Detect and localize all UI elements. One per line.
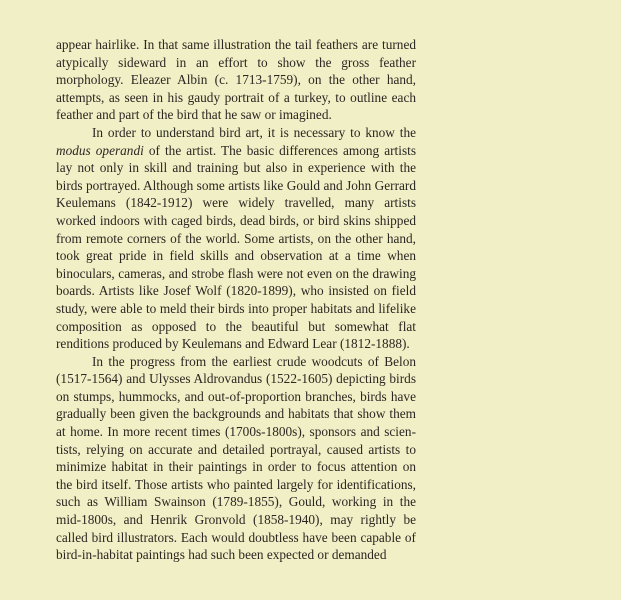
paragraph-3 [56, 353, 416, 564]
paragraph-2-text-start: In order to understand bird art, it is necessary to know the [92, 124, 416, 140]
book-page-text [56, 36, 416, 564]
paragraph-1-text: appear hairlike. In that same illustration the tail feathers are turned atypically sideward in an effort to show the gross feather morphology. Eleazer Albin (c. 1713-1759), on the other hand, attempts, as seen in his gaudy portrait of a turkey, to outline each feather and part of the bird that he saw or imagined. [56, 37, 416, 123]
paragraph-2-text-end: of the artist. The basic differences among artists lay not only in skill and training but also in experience with the birds portrayed. Although some artists like Gould and John Gerrard Keulemans (1842-1912) were widely travelled, many artists worked indoors with caged birds, dead birds, or bird skins shipped from remote corners of the world. Some artists, on the other hand, took great pride in field skills and observation at a time when binoculars, cameras, and strobe flash were not even on the drawing boards. Artists like Josef Wolf (1820-1899), who insisted on field study, were able to meld their birds into proper habitats and lifelike composition as opposed to the beautiful but somewhat flat renditions produced by Keulemans and Edward Lear (1812-1888). [56, 142, 416, 352]
paragraph-3-text: In the progress from the earliest crude woodcuts of Belon (1517-1564) and Ulysses Aldrovandus (1522-1605) depicting birds on stumps, hummocks, and out-of-proportion branches, birds have gradually been given the backgrounds and habitats that show them at home. In more recent times (1700s-1800s), sponsors and scientists, relying on accurate and detailed portrayal, caused artists to minimize habitat in their paintings in order to focus attention on the bird itself. Those artists who painted largely for identifications, such as William Swainson (1789-1855), Gould, working in the mid-1800s, and Henrik Gronvold (1858-1940), may rightly be called bird illustrators. Each would doubtless have been capable of bird-in-habitat paintings had such been expected or demanded [56, 353, 416, 563]
paragraph-2-italic-term: modus operandi [56, 142, 144, 158]
paragraph-1 [56, 36, 416, 124]
paragraph-2 [56, 124, 416, 353]
